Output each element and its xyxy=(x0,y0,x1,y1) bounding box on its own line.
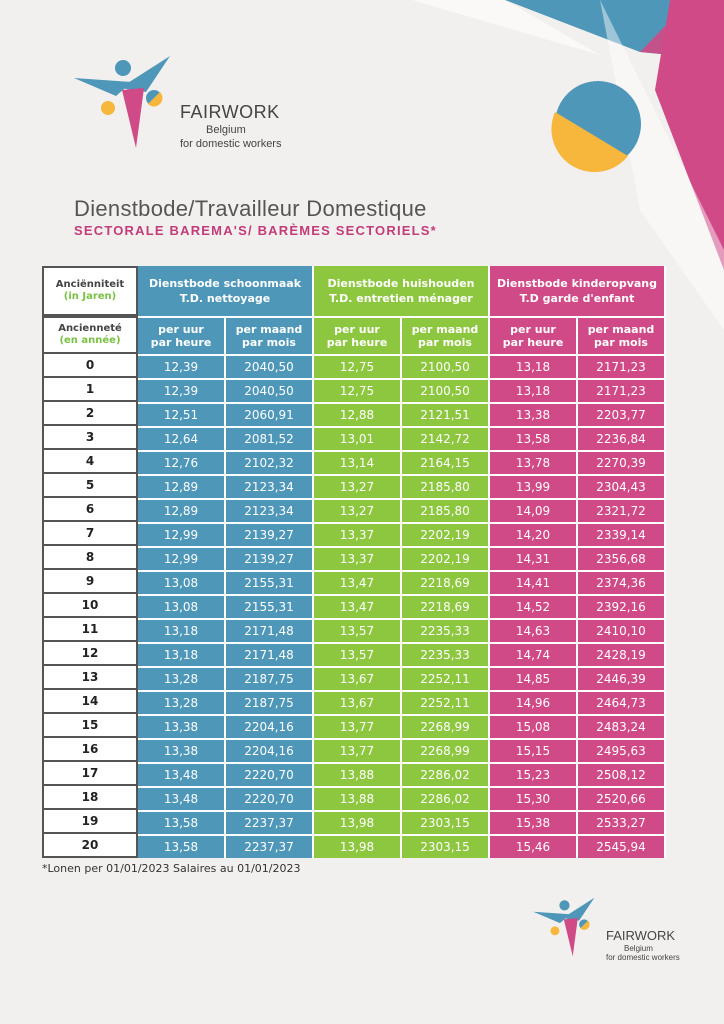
wage-household-hourly: 13,67 xyxy=(314,666,402,690)
wage-childcare-monthly: 2203,77 xyxy=(578,402,666,426)
table-row xyxy=(42,474,666,498)
wage-household-monthly: 2164,15 xyxy=(402,450,490,474)
brand-country: Belgium xyxy=(624,944,653,953)
table-row xyxy=(42,522,666,546)
seniority-years: 5 xyxy=(42,474,138,498)
seniority-years: 7 xyxy=(42,522,138,546)
wage-household-hourly: 13,98 xyxy=(314,834,402,858)
wage-cleaning-monthly: 2171,48 xyxy=(226,642,314,666)
wage-childcare-hourly: 14,41 xyxy=(490,570,578,594)
wage-childcare-hourly: 13,38 xyxy=(490,402,578,426)
seniority-years: 11 xyxy=(42,618,138,642)
wage-household-hourly: 12,75 xyxy=(314,354,402,378)
wage-childcare-hourly: 14,20 xyxy=(490,522,578,546)
table-row xyxy=(42,618,666,642)
wage-cleaning-hourly: 13,38 xyxy=(138,714,226,738)
wage-cleaning-hourly: 13,08 xyxy=(138,594,226,618)
wage-childcare-hourly: 15,46 xyxy=(490,834,578,858)
wage-cleaning-monthly: 2237,37 xyxy=(226,834,314,858)
wage-cleaning-hourly: 13,18 xyxy=(138,642,226,666)
group-subtitle: T.D garde d'enfant xyxy=(519,292,635,305)
wage-household-hourly: 13,37 xyxy=(314,522,402,546)
table-row xyxy=(42,498,666,522)
wage-childcare-monthly: 2446,39 xyxy=(578,666,666,690)
wage-cleaning-monthly: 2060,91 xyxy=(226,402,314,426)
wage-household-hourly: 13,27 xyxy=(314,474,402,498)
wage-cleaning-monthly: 2187,75 xyxy=(226,690,314,714)
wage-cleaning-hourly: 12,76 xyxy=(138,450,226,474)
wage-childcare-hourly: 13,99 xyxy=(490,474,578,498)
wage-childcare-hourly: 14,63 xyxy=(490,618,578,642)
table-row xyxy=(42,546,666,570)
wage-cleaning-hourly: 13,38 xyxy=(138,738,226,762)
wage-cleaning-monthly: 2220,70 xyxy=(226,786,314,810)
wage-childcare-monthly: 2410,10 xyxy=(578,618,666,642)
wage-household-hourly: 13,98 xyxy=(314,810,402,834)
wage-childcare-hourly: 15,08 xyxy=(490,714,578,738)
page-subtitle: SECTORALE BAREMA'S/ BARÈMES SECTORIELS* xyxy=(74,223,437,238)
wage-household-monthly: 2286,02 xyxy=(402,762,490,786)
wage-cleaning-hourly: 13,48 xyxy=(138,762,226,786)
group-header-childcare xyxy=(490,266,666,316)
subheader-month xyxy=(578,316,666,354)
subheader-text: par heure xyxy=(502,336,564,349)
group-header-cleaning xyxy=(138,266,314,316)
wage-household-hourly: 13,37 xyxy=(314,546,402,570)
subheader-hour xyxy=(138,316,226,354)
wage-household-monthly: 2218,69 xyxy=(402,570,490,594)
wage-household-monthly: 2185,80 xyxy=(402,474,490,498)
wage-household-monthly: 2100,50 xyxy=(402,354,490,378)
subheader-hour xyxy=(490,316,578,354)
seniority-unit-fr: (en année) xyxy=(59,335,121,346)
wage-childcare-hourly: 14,96 xyxy=(490,690,578,714)
wage-cleaning-monthly: 2102,32 xyxy=(226,450,314,474)
wage-cleaning-hourly: 12,89 xyxy=(138,498,226,522)
wage-household-monthly: 2121,51 xyxy=(402,402,490,426)
wage-household-hourly: 13,57 xyxy=(314,618,402,642)
wage-household-monthly: 2202,19 xyxy=(402,546,490,570)
wage-childcare-monthly: 2171,23 xyxy=(578,378,666,402)
subheader-text: per uur xyxy=(158,323,204,336)
wage-household-monthly: 2303,15 xyxy=(402,834,490,858)
wage-household-hourly: 12,88 xyxy=(314,402,402,426)
table-row xyxy=(42,690,666,714)
wage-cleaning-monthly: 2139,27 xyxy=(226,546,314,570)
wage-childcare-monthly: 2508,12 xyxy=(578,762,666,786)
seniority-header-fr xyxy=(42,316,138,354)
wage-cleaning-hourly: 13,18 xyxy=(138,618,226,642)
wage-household-monthly: 2202,19 xyxy=(402,522,490,546)
group-title: Dienstbode kinderopvang xyxy=(497,277,657,290)
wage-childcare-hourly: 13,58 xyxy=(490,426,578,450)
wage-household-monthly: 2235,33 xyxy=(402,618,490,642)
wage-childcare-monthly: 2171,23 xyxy=(578,354,666,378)
pie-decoration xyxy=(551,81,641,172)
wage-childcare-monthly: 2304,43 xyxy=(578,474,666,498)
wage-household-monthly: 2142,72 xyxy=(402,426,490,450)
table-row xyxy=(42,642,666,666)
seniority-years: 12 xyxy=(42,642,138,666)
seniority-years: 10 xyxy=(42,594,138,618)
brand-name: FAIRWORK xyxy=(606,928,676,943)
seniority-years: 17 xyxy=(42,762,138,786)
wage-cleaning-monthly: 2155,31 xyxy=(226,594,314,618)
subheader-text: par mois xyxy=(594,336,648,349)
seniority-years: 3 xyxy=(42,426,138,450)
page-title: Dienstbode/Travailleur Domestique xyxy=(74,196,427,221)
seniority-years: 1 xyxy=(42,378,138,402)
table-row xyxy=(42,762,666,786)
wage-childcare-monthly: 2520,66 xyxy=(578,786,666,810)
wage-childcare-hourly: 13,78 xyxy=(490,450,578,474)
wage-childcare-monthly: 2270,39 xyxy=(578,450,666,474)
wage-cleaning-hourly: 13,58 xyxy=(138,810,226,834)
seniority-years: 2 xyxy=(42,402,138,426)
wage-childcare-monthly: 2339,14 xyxy=(578,522,666,546)
table-row xyxy=(42,594,666,618)
fairwork-logo-bottom xyxy=(532,894,692,964)
seniority-years: 13 xyxy=(42,666,138,690)
wage-household-monthly: 2268,99 xyxy=(402,738,490,762)
wage-childcare-hourly: 14,09 xyxy=(490,498,578,522)
wage-cleaning-hourly: 13,28 xyxy=(138,666,226,690)
wage-household-monthly: 2218,69 xyxy=(402,594,490,618)
brand-tagline: for domestic workers xyxy=(180,138,282,150)
wage-cleaning-hourly: 12,99 xyxy=(138,546,226,570)
wage-cleaning-hourly: 13,28 xyxy=(138,690,226,714)
wage-childcare-monthly: 2321,72 xyxy=(578,498,666,522)
wage-cleaning-monthly: 2040,50 xyxy=(226,354,314,378)
wage-household-hourly: 13,57 xyxy=(314,642,402,666)
wage-cleaning-hourly: 12,51 xyxy=(138,402,226,426)
wage-childcare-monthly: 2236,84 xyxy=(578,426,666,450)
wage-household-hourly: 13,88 xyxy=(314,786,402,810)
brand-country: Belgium xyxy=(206,124,246,136)
wage-childcare-hourly: 14,85 xyxy=(490,666,578,690)
seniority-header-nl xyxy=(42,266,138,316)
subheader-text: per maand xyxy=(235,323,303,336)
seniority-label-nl: Anciënniteit xyxy=(55,279,125,290)
wage-childcare-monthly: 2495,63 xyxy=(578,738,666,762)
seniority-years: 6 xyxy=(42,498,138,522)
wage-household-monthly: 2100,50 xyxy=(402,378,490,402)
wage-household-hourly: 12,75 xyxy=(314,378,402,402)
wage-childcare-hourly: 15,38 xyxy=(490,810,578,834)
wage-cleaning-monthly: 2220,70 xyxy=(226,762,314,786)
wage-household-monthly: 2185,80 xyxy=(402,498,490,522)
subheader-hour xyxy=(314,316,402,354)
seniority-years: 19 xyxy=(42,810,138,834)
wage-household-hourly: 13,14 xyxy=(314,450,402,474)
wage-table xyxy=(42,266,666,858)
group-title: Dienstbode huishouden xyxy=(327,277,475,290)
subheader-text: par heure xyxy=(326,336,388,349)
table-row xyxy=(42,378,666,402)
table-row xyxy=(42,402,666,426)
subheader-text: par mois xyxy=(418,336,472,349)
subheader-text: par heure xyxy=(150,336,212,349)
seniority-years: 9 xyxy=(42,570,138,594)
wage-cleaning-monthly: 2171,48 xyxy=(226,618,314,642)
wage-cleaning-monthly: 2123,34 xyxy=(226,498,314,522)
wage-household-hourly: 13,77 xyxy=(314,714,402,738)
wage-household-hourly: 13,47 xyxy=(314,594,402,618)
group-header-household xyxy=(314,266,490,316)
subheader-month xyxy=(402,316,490,354)
wage-cleaning-hourly: 12,99 xyxy=(138,522,226,546)
fairwork-logo-top xyxy=(72,52,292,152)
wage-childcare-hourly: 13,18 xyxy=(490,378,578,402)
subheader-text: per maand xyxy=(411,323,479,336)
wage-cleaning-hourly: 13,48 xyxy=(138,786,226,810)
wage-household-hourly: 13,77 xyxy=(314,738,402,762)
seniority-years: 14 xyxy=(42,690,138,714)
wage-household-hourly: 13,27 xyxy=(314,498,402,522)
wage-household-monthly: 2268,99 xyxy=(402,714,490,738)
group-subtitle: T.D. entretien ménager xyxy=(329,292,473,305)
wage-cleaning-hourly: 13,58 xyxy=(138,834,226,858)
seniority-years: 16 xyxy=(42,738,138,762)
seniority-years: 8 xyxy=(42,546,138,570)
wage-household-monthly: 2286,02 xyxy=(402,786,490,810)
wage-childcare-monthly: 2356,68 xyxy=(578,546,666,570)
subheader-text: per uur xyxy=(334,323,380,336)
table-row xyxy=(42,786,666,810)
wage-cleaning-monthly: 2187,75 xyxy=(226,666,314,690)
group-subtitle: T.D. nettoyage xyxy=(179,292,271,305)
table-row xyxy=(42,666,666,690)
wage-childcare-monthly: 2483,24 xyxy=(578,714,666,738)
wage-household-monthly: 2252,11 xyxy=(402,690,490,714)
group-title: Dienstbode schoonmaak xyxy=(148,277,302,290)
seniority-label-fr: Ancienneté xyxy=(58,323,122,334)
wage-household-hourly: 13,01 xyxy=(314,426,402,450)
table-row xyxy=(42,714,666,738)
subheader-text: per uur xyxy=(510,323,556,336)
wage-household-hourly: 13,67 xyxy=(314,690,402,714)
wage-cleaning-monthly: 2040,50 xyxy=(226,378,314,402)
wage-cleaning-hourly: 12,89 xyxy=(138,474,226,498)
wage-cleaning-hourly: 12,39 xyxy=(138,354,226,378)
table-row xyxy=(42,738,666,762)
wage-cleaning-monthly: 2237,37 xyxy=(226,810,314,834)
wage-childcare-monthly: 2374,36 xyxy=(578,570,666,594)
wage-cleaning-monthly: 2123,34 xyxy=(226,474,314,498)
wage-household-monthly: 2303,15 xyxy=(402,810,490,834)
wage-childcare-monthly: 2545,94 xyxy=(578,834,666,858)
wage-childcare-hourly: 14,74 xyxy=(490,642,578,666)
subheader-month xyxy=(226,316,314,354)
wage-cleaning-monthly: 2204,16 xyxy=(226,714,314,738)
wage-childcare-monthly: 2428,19 xyxy=(578,642,666,666)
wage-household-monthly: 2235,33 xyxy=(402,642,490,666)
wage-household-monthly: 2252,11 xyxy=(402,666,490,690)
wage-childcare-hourly: 13,18 xyxy=(490,354,578,378)
brand-tagline: for domestic workers xyxy=(606,953,680,962)
wage-table-body xyxy=(42,354,666,858)
wage-childcare-hourly: 14,52 xyxy=(490,594,578,618)
wage-cleaning-monthly: 2155,31 xyxy=(226,570,314,594)
wage-cleaning-hourly: 13,08 xyxy=(138,570,226,594)
brand-name: FAIRWORK xyxy=(180,102,280,122)
dancer-logo-icon xyxy=(72,52,182,152)
seniority-years: 15 xyxy=(42,714,138,738)
wage-household-hourly: 13,47 xyxy=(314,570,402,594)
wage-household-hourly: 13,88 xyxy=(314,762,402,786)
wage-childcare-hourly: 15,23 xyxy=(490,762,578,786)
wage-childcare-hourly: 14,31 xyxy=(490,546,578,570)
subheader-text: par mois xyxy=(242,336,296,349)
wage-childcare-monthly: 2464,73 xyxy=(578,690,666,714)
wage-childcare-monthly: 2533,27 xyxy=(578,810,666,834)
seniority-years: 20 xyxy=(42,834,138,858)
wage-childcare-hourly: 15,30 xyxy=(490,786,578,810)
seniority-unit-nl: (in Jaren) xyxy=(63,291,117,302)
wage-cleaning-monthly: 2139,27 xyxy=(226,522,314,546)
wage-cleaning-monthly: 2081,52 xyxy=(226,426,314,450)
table-row xyxy=(42,354,666,378)
footnote: *Lonen per 01/01/2023 Salaires au 01/01/2023 xyxy=(42,862,301,875)
table-row xyxy=(42,450,666,474)
subheader-text: per maand xyxy=(587,323,655,336)
table-row xyxy=(42,426,666,450)
table-row xyxy=(42,834,666,858)
wage-childcare-hourly: 15,15 xyxy=(490,738,578,762)
dancer-logo-icon xyxy=(532,894,602,960)
wage-childcare-monthly: 2392,16 xyxy=(578,594,666,618)
wage-cleaning-hourly: 12,39 xyxy=(138,378,226,402)
seniority-years: 0 xyxy=(42,354,138,378)
seniority-years: 4 xyxy=(42,450,138,474)
seniority-years: 18 xyxy=(42,786,138,810)
wage-cleaning-hourly: 12,64 xyxy=(138,426,226,450)
wage-cleaning-monthly: 2204,16 xyxy=(226,738,314,762)
table-row xyxy=(42,810,666,834)
table-row xyxy=(42,570,666,594)
